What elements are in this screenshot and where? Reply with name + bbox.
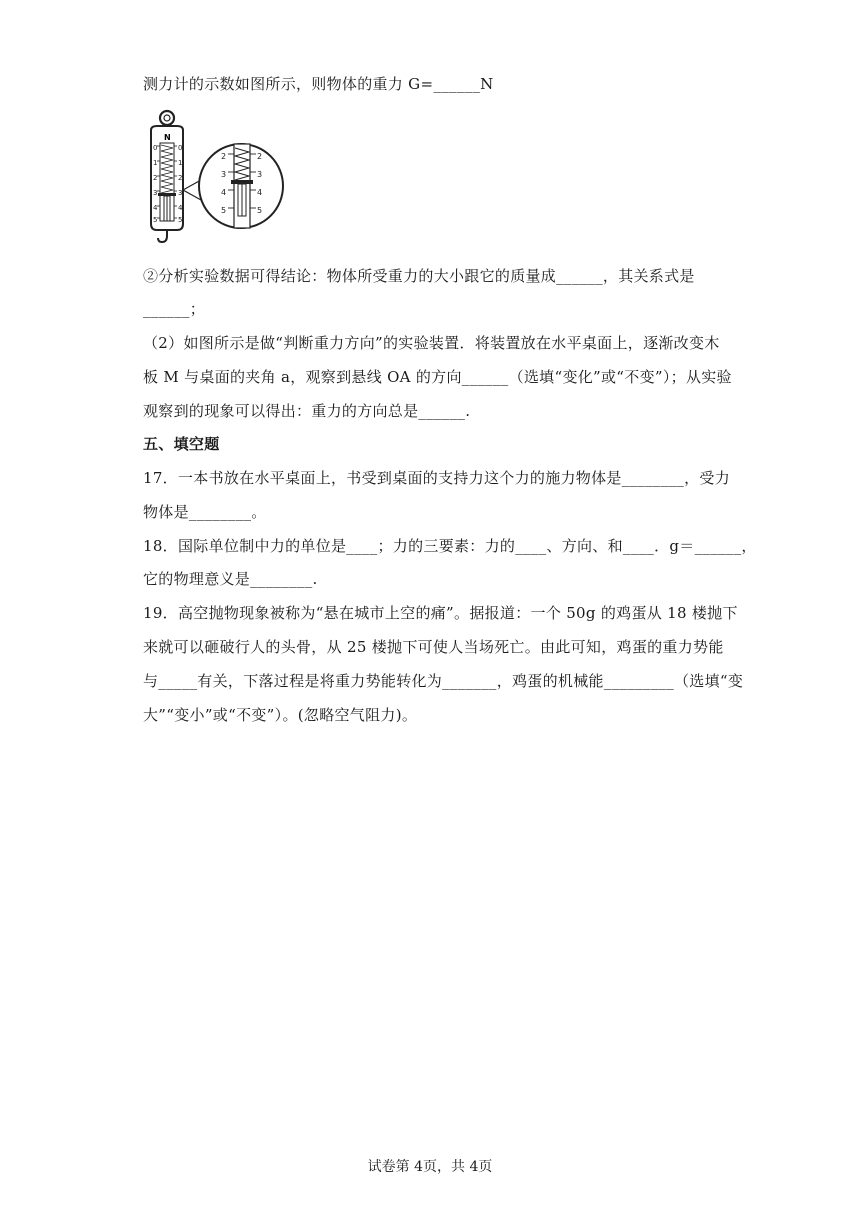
- scale-label-left: 4: [153, 204, 158, 212]
- scale-label-left: 0: [153, 144, 158, 152]
- scale-label-right: 0: [178, 144, 183, 152]
- page-footer: 试卷第 4页，共 4页: [367, 1159, 493, 1175]
- q19-line-1: 19．高空抛物现象被称为“悬在城市上空的痛”。据报道：一个 50g 的鸡蛋从 18 楼抛下: [143, 604, 738, 622]
- scale-label-right: 3: [178, 189, 183, 197]
- zoom-label-right: 3: [257, 170, 263, 179]
- zoom-label-right: 2: [257, 152, 263, 161]
- scale-label-right: 2: [178, 174, 183, 182]
- zoom-label-right: 4: [257, 188, 263, 197]
- zoom-label-left: 3: [221, 170, 227, 179]
- scale-label-right: 1: [178, 159, 183, 167]
- q17-line-2: 物体是________。: [143, 503, 267, 521]
- scale-label-left: 2: [153, 174, 158, 182]
- scale-label-left: 3: [153, 189, 158, 197]
- unit-label: N: [164, 133, 171, 142]
- q16-line-6: 观察到的现象可以得出：重力的方向总是______.: [143, 402, 471, 420]
- q16-line-2: ②分析实验数据可得结论：物体所受重力的大小跟它的质量成______，其关系式是: [143, 267, 695, 285]
- zoom-label-left: 5: [221, 206, 227, 215]
- spring-scale-figure: [143, 108, 291, 248]
- q18-line-2: 它的物理意义是________.: [143, 570, 318, 588]
- q16-line-3: ______；: [143, 300, 206, 318]
- zoom-label-left: 4: [221, 188, 227, 197]
- q19-line-2: 来就可以砸破行人的头骨，从 25 楼抛下可使人当场死亡。由此可知，鸡蛋的重力势能: [143, 638, 724, 656]
- q16-line-1: 测力计的示数如图所示，则物体的重力 G=______N: [143, 75, 494, 93]
- scale-label-right: 4: [178, 204, 183, 212]
- q18-line-1: 18．国际单位制中力的单位是____；力的三要素：力的____、方向、和____．g＝______，: [143, 537, 757, 555]
- q16-line-4: （2）如图所示是做“判断重力方向”的实验装置．将装置放在水平桌面上，逐渐改变木: [143, 334, 720, 352]
- zoom-label-right: 5: [257, 206, 263, 215]
- q16-line-5: 板 M 与桌面的夹角 a，观察到悬线 OA 的方向______（选填“变化”或“不变”）；从实验: [143, 368, 732, 386]
- q17-line-1: 17．一本书放在水平桌面上，书受到桌面的支持力这个力的施力物体是________，受力: [143, 469, 730, 487]
- zoom-label-left: 2: [221, 152, 227, 161]
- section-heading: 五、填空题: [143, 435, 220, 453]
- scale-label-right: 5: [178, 216, 183, 224]
- scale-label-left: 5: [153, 216, 158, 224]
- scale-label-left: 1: [153, 159, 158, 167]
- q19-line-3: 与_____有关，下落过程是将重力势能转化为_______，鸡蛋的机械能_________（选填“变: [143, 672, 744, 690]
- q19-line-4: 大”“变小”或“不变”）。(忽略空气阻力)。: [143, 706, 418, 724]
